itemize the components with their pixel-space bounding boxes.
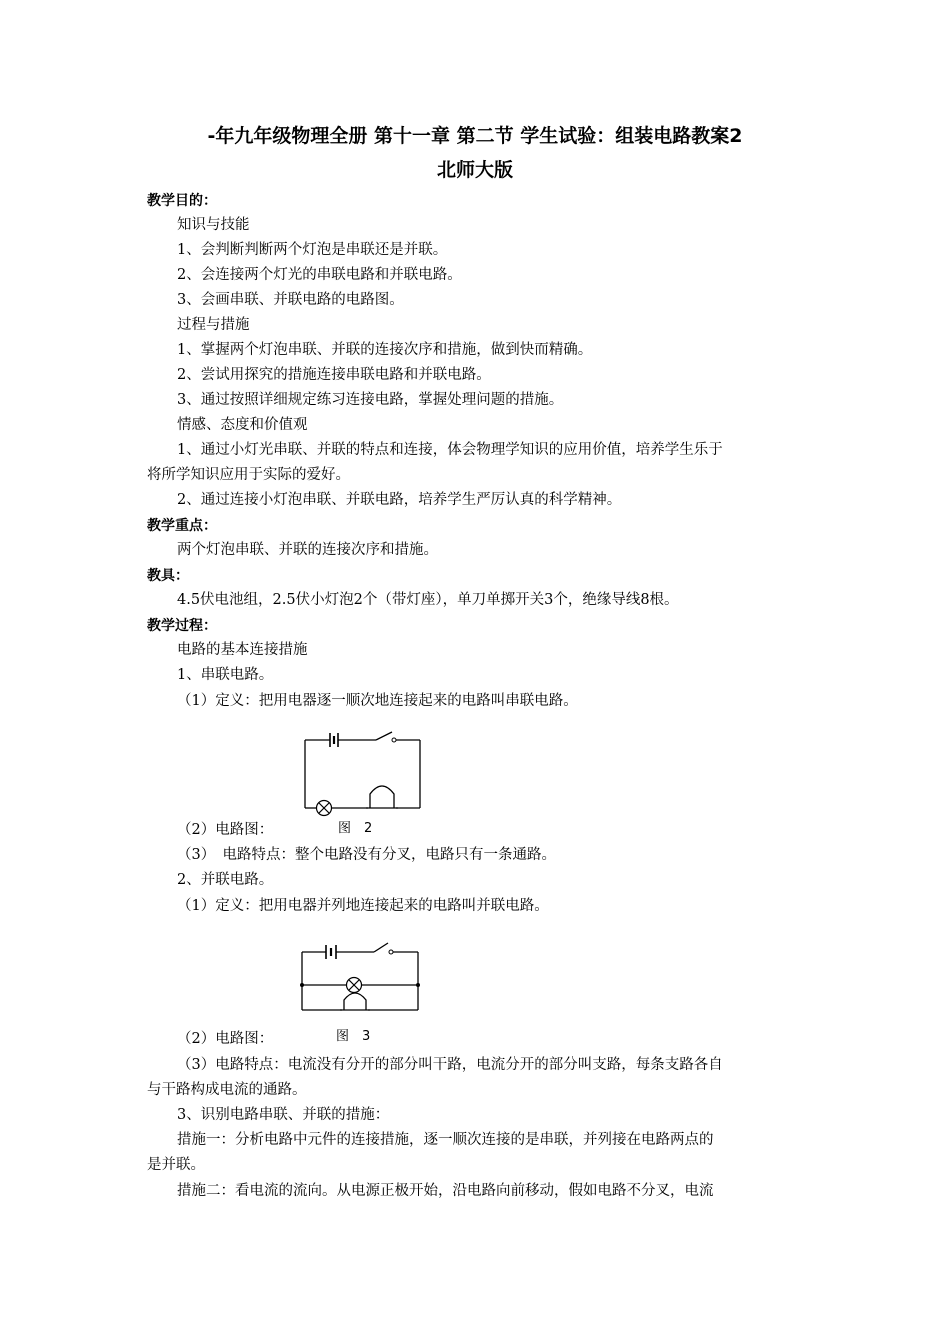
parallel-diagram-label: （2）电路图：: [177, 1031, 274, 1047]
knowledge-heading: 知识与技能: [177, 217, 250, 233]
junction-dot: [416, 983, 420, 987]
series-circuit-diagram: [300, 728, 430, 838]
parallel-definition: （1）定义：把用电器并列地连接起来的电路叫并联电路。: [177, 898, 549, 914]
switch-contact: [389, 950, 393, 954]
parallel-feature-line-2: 与干路构成电流的通路。: [147, 1082, 307, 1098]
parallel-circuit-diagram: [298, 936, 428, 1046]
parallel-figure-caption: 图 3: [336, 1029, 371, 1044]
knowledge-item-2: 2、会连接两个灯光的串联电路和并联电路。: [177, 267, 462, 283]
series-diagram-label: （2）电路图：: [177, 822, 274, 838]
objectives-heading: 教学目的：: [147, 193, 217, 209]
title-line-2: 北师大版: [436, 159, 513, 181]
procedure-heading: 教学过程：: [147, 618, 217, 634]
process-heading: 过程与措施: [177, 317, 250, 333]
title-line-1: -年九年级物理全册 第十一章 第二节 学生试验：组装电路教案2: [207, 125, 743, 147]
process-item-3: 3、通过按照详细规定练习连接电路，掌握处理问题的措施。: [177, 392, 564, 408]
basic-connection-heading: 电路的基本连接措施: [177, 642, 308, 658]
attitude-item-1-line-2: 将所学知识应用于实际的爱好。: [147, 467, 350, 483]
method-1-line-2: 是并联。: [147, 1157, 205, 1173]
process-item-2: 2、尝试用探究的措施连接串联电路和并联电路。: [177, 367, 491, 383]
knowledge-item-1: 1、会判断判断两个灯泡是串联还是并联。: [177, 242, 448, 258]
knowledge-item-3: 3、会画串联、并联电路的电路图。: [177, 292, 404, 308]
method-1-line-1: 措施一：分析电路中元件的连接措施，逐一顺次连接的是串联，并列接在电路两点的: [177, 1132, 714, 1148]
key-points-heading: 教学重点：: [147, 518, 217, 534]
switch-blade: [374, 943, 388, 952]
key-points-text: 两个灯泡串联、并联的连接次序和措施。: [177, 542, 438, 558]
process-item-1: 1、掌握两个灯泡串联、并联的连接次序和措施，做到快而精确。: [177, 342, 593, 358]
lamp-icon: [317, 801, 332, 816]
method-2-line-1: 措施二：看电流的流向。从电源正极开始，沿电路向前移动，假如电路不分叉，电流: [177, 1183, 714, 1199]
battery-icon: [326, 945, 336, 959]
tools-text: 4.5伏电池组，2.5伏小灯泡2个（带灯座），单刀单掷开关3个，绝缘导线8根。: [177, 592, 679, 608]
attitude-item-2: 2、通过连接小灯泡串联、并联电路，培养学生严厉认真的科学精神。: [177, 492, 622, 508]
bell-icon: [344, 993, 366, 1010]
switch-contact: [392, 738, 396, 742]
junction-dot: [300, 983, 304, 987]
identify-heading: 3、识别电路串联、并联的措施：: [177, 1107, 390, 1123]
attitude-item-1-line-1: 1、通过小灯光串联、并联的特点和连接，体会物理学知识的应用价值，培养学生乐于: [177, 442, 723, 458]
attitude-heading: 情感、态度和价值观: [177, 417, 308, 433]
bell-icon: [370, 786, 394, 808]
parallel-heading: 2、并联电路。: [177, 872, 274, 888]
series-heading: 1、串联电路。: [177, 667, 274, 683]
series-feature: （3） 电路特点：整个电路没有分叉，电路只有一条通路。: [177, 847, 556, 863]
series-figure-caption: 图 2: [338, 821, 373, 836]
tools-heading: 教具：: [147, 568, 189, 584]
lamp-icon: [347, 978, 362, 993]
battery-icon: [330, 733, 338, 747]
parallel-feature-line-1: （3）电路特点：电流没有分开的部分叫干路，电流分开的部分叫支路，每条支路各自: [177, 1057, 723, 1073]
series-definition: （1）定义：把用电器逐一顺次地连接起来的电路叫串联电路。: [177, 693, 578, 709]
switch-blade: [376, 732, 392, 740]
